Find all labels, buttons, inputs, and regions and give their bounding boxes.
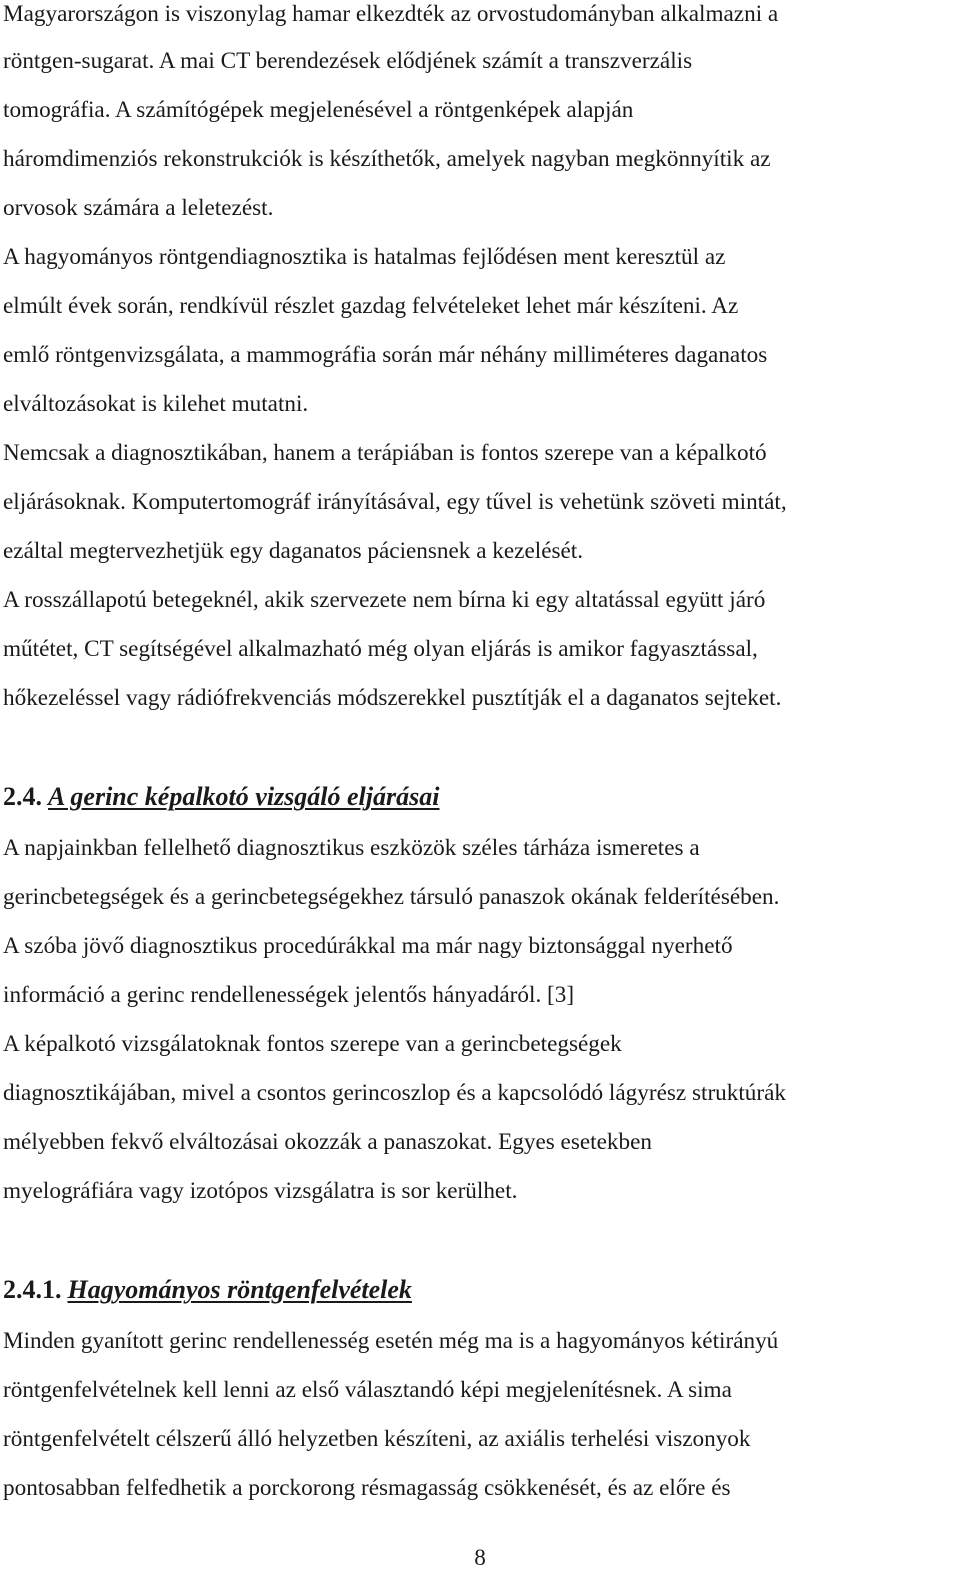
text-line: myelográfiára vagy izotópos vizsgálatra is sor kerülhet.	[3, 1178, 518, 1204]
text-line: gerincbetegségek és a gerincbetegségekhez társuló panaszok okának felderítésében.	[3, 884, 780, 910]
text-line: diagnosztikájában, mivel a csontos gerincoszlop és a kapcsolódó lágyrész struktúrák	[3, 1080, 786, 1106]
text-line: Minden gyanított gerinc rendellenesség esetén még ma is a hagyományos kétirányú	[3, 1328, 779, 1354]
subsection-number: 2.4.1.	[3, 1275, 62, 1304]
section-title: A gerinc képalkotó vizsgáló eljárásai	[48, 782, 440, 811]
subsection-heading	[3, 1275, 412, 1305]
text-line: röntgenfelvételt célszerű álló helyzetben készíteni, az axiális terhelési viszonyok	[3, 1426, 751, 1452]
text-line: emlő röntgenvizsgálata, a mammográfia során már néhány milliméteres daganatos	[3, 342, 768, 368]
text-line: röntgenfelvételnek kell lenni az első választandó képi megjelenítésnek. A sima	[3, 1377, 732, 1403]
text-line: ezáltal megtervezhetjük egy daganatos páciensnek a kezelését.	[3, 538, 584, 564]
subsection-title: Hagyományos röntgenfelvételek	[67, 1275, 412, 1304]
text-line: röntgen-sugarat. A mai CT berendezések elődjének számít a transzverzális	[3, 48, 693, 74]
text-line: műtétet, CT segítségével alkalmazható még olyan eljárás is amikor fagyasztással,	[3, 636, 758, 662]
text-line: elváltozásokat is kilehet mutatni.	[3, 391, 309, 417]
text-line: információ a gerinc rendellenességek jelentős hányadáról. [3]	[3, 982, 575, 1008]
text-line: eljárásoknak. Komputertomográf irányításával, egy tűvel is vehetünk szöveti mintát,	[3, 489, 787, 515]
text-line: Magyarországon is viszonylag hamar elkezdték az orvostudományban alkalmazni a	[3, 1, 779, 27]
text-line: tomográfia. A számítógépek megjelenésével a röntgenképek alapján	[3, 97, 634, 123]
text-line: hőkezeléssel vagy rádiófrekvenciás módszerekkel pusztítják el a daganatos sejteket.	[3, 685, 782, 711]
section-heading	[3, 782, 439, 812]
text-line: A hagyományos röntgendiagnosztika is hatalmas fejlődésen ment keresztül az	[3, 244, 726, 270]
text-line: Nemcsak a diagnosztikában, hanem a terápiában is fontos szerepe van a képalkotó	[3, 440, 767, 466]
text-line: pontosabban felfedhetik a porckorong résmagasság csökkenését, és az előre és	[3, 1475, 731, 1501]
section-number: 2.4.	[3, 782, 42, 811]
text-line: orvosok számára a leletezést.	[3, 195, 274, 221]
text-line: elmúlt évek során, rendkívül részlet gazdag felvételeket lehet már készíteni. Az	[3, 293, 739, 319]
text-line: A rosszállapotú betegeknél, akik szervezete nem bírna ki egy altatással együtt járó	[3, 587, 766, 613]
text-line: A napjainkban fellelhető diagnosztikus eszközök széles tárháza ismeretes a	[3, 835, 700, 861]
text-line: mélyebben fekvő elváltozásai okozzák a panaszokat. Egyes esetekben	[3, 1129, 652, 1155]
text-line: A szóba jövő diagnosztikus procedúrákkal ma már nagy biztonsággal nyerhető	[3, 933, 733, 959]
text-line: A képalkotó vizsgálatoknak fontos szerepe van a gerincbetegségek	[3, 1031, 622, 1057]
page-number: 8	[474, 1545, 486, 1571]
text-line: háromdimenziós rekonstrukciók is készíthetők, amelyek nagyban megkönnyítik az	[3, 146, 771, 172]
